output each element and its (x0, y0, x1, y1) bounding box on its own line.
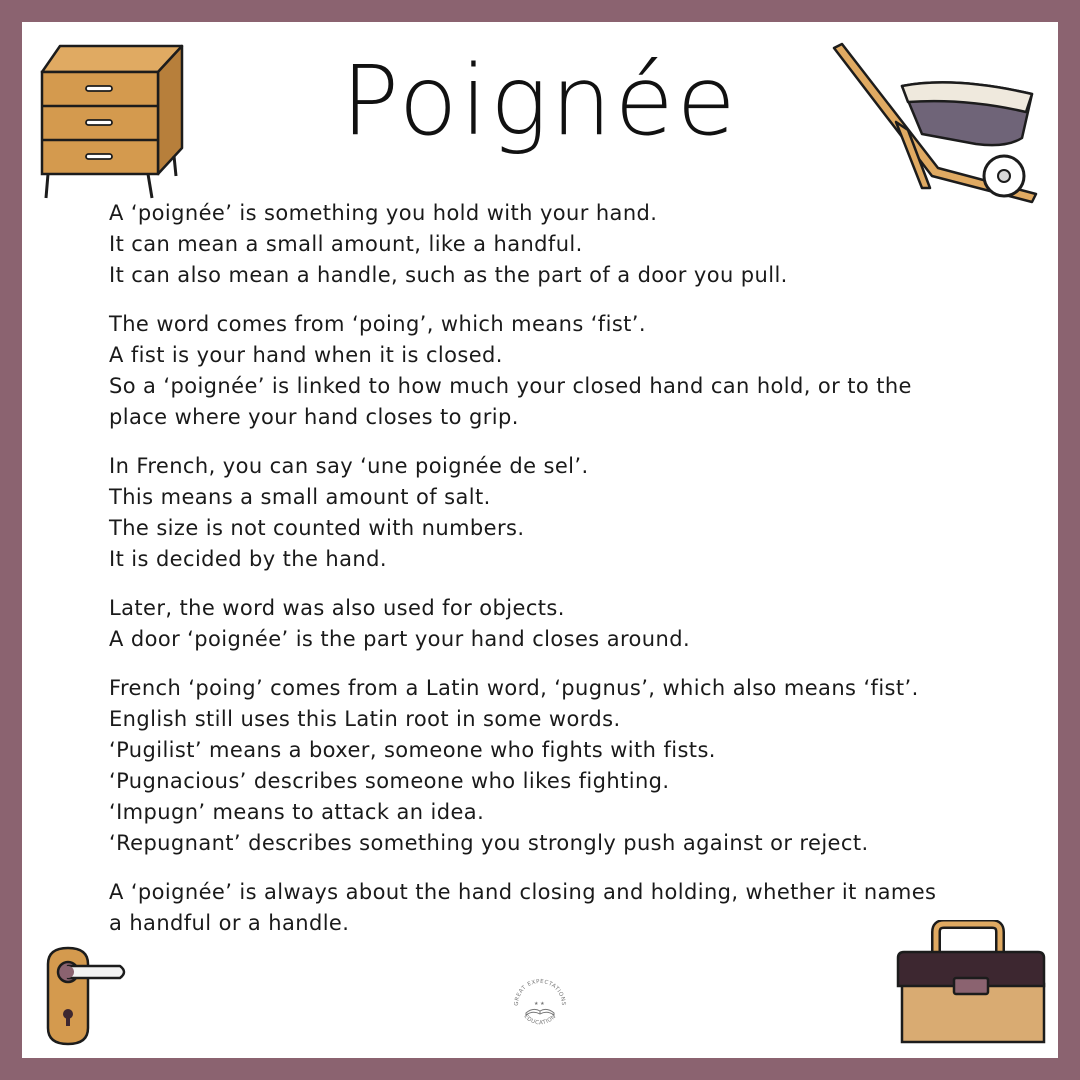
briefcase-icon (892, 920, 1052, 1048)
wheelbarrow-icon (826, 38, 1050, 206)
text-line: A ‘poignée’ is always about the hand closing and holding, whether it names (109, 880, 937, 904)
text-line: A door ‘poignée’ is the part your hand closes around. (109, 627, 691, 651)
text-line: French ‘poing’ comes from a Latin word, ‘pugnus’, which also means ‘fist’. (109, 676, 919, 700)
paragraph (109, 673, 989, 859)
chest-of-drawers-icon (36, 40, 188, 204)
svg-text:★ ★: ★ ★ (534, 1001, 545, 1007)
text-line: So a ‘poignée’ is linked to how much your closed hand can hold, or to the (109, 374, 912, 398)
text-line: This means a small amount of salt. (109, 485, 491, 509)
text-line: ‘Impugn’ means to attack an idea. (109, 800, 485, 824)
text-line: English still uses this Latin root in some words. (109, 707, 621, 731)
door-handle-icon (40, 944, 132, 1048)
text-line: ‘Pugnacious’ describes someone who likes fighting. (109, 769, 670, 793)
text-line: place where your hand closes to grip. (109, 405, 519, 429)
logo-text-top: GREAT EXPECTATIONS (513, 978, 567, 1006)
paragraph (109, 593, 989, 655)
brand-logo (510, 975, 570, 1035)
text-line: ‘Pugilist’ means a boxer, someone who fights with fists. (109, 738, 716, 762)
text-line: A fist is your hand when it is closed. (109, 343, 503, 367)
text-line: It is decided by the hand. (109, 547, 387, 571)
text-line: A ‘poignée’ is something you hold with your hand. (109, 201, 658, 225)
paragraph (109, 877, 989, 939)
text-line: ‘Repugnant’ describes something you strongly push against or reject. (109, 831, 869, 855)
text-line: It can mean a small amount, like a handful. (109, 232, 583, 256)
paragraph (109, 198, 989, 291)
text-line: Later, the word was also used for objects. (109, 596, 565, 620)
text-line: In French, you can say ‘une poignée de sel’. (109, 454, 589, 478)
paragraph (109, 309, 989, 433)
text-line: The word comes from ‘poing’, which means ‘fist’. (109, 312, 646, 336)
text-line: It can also mean a handle, such as the part of a door you pull. (109, 263, 788, 287)
page-title: Poignée (341, 45, 739, 157)
logo-text-bottom: EDUCATION (522, 1013, 558, 1027)
paragraph (109, 451, 989, 575)
article-body (109, 198, 989, 957)
text-line: a handful or a handle. (109, 911, 350, 935)
text-line: The size is not counted with numbers. (109, 516, 525, 540)
